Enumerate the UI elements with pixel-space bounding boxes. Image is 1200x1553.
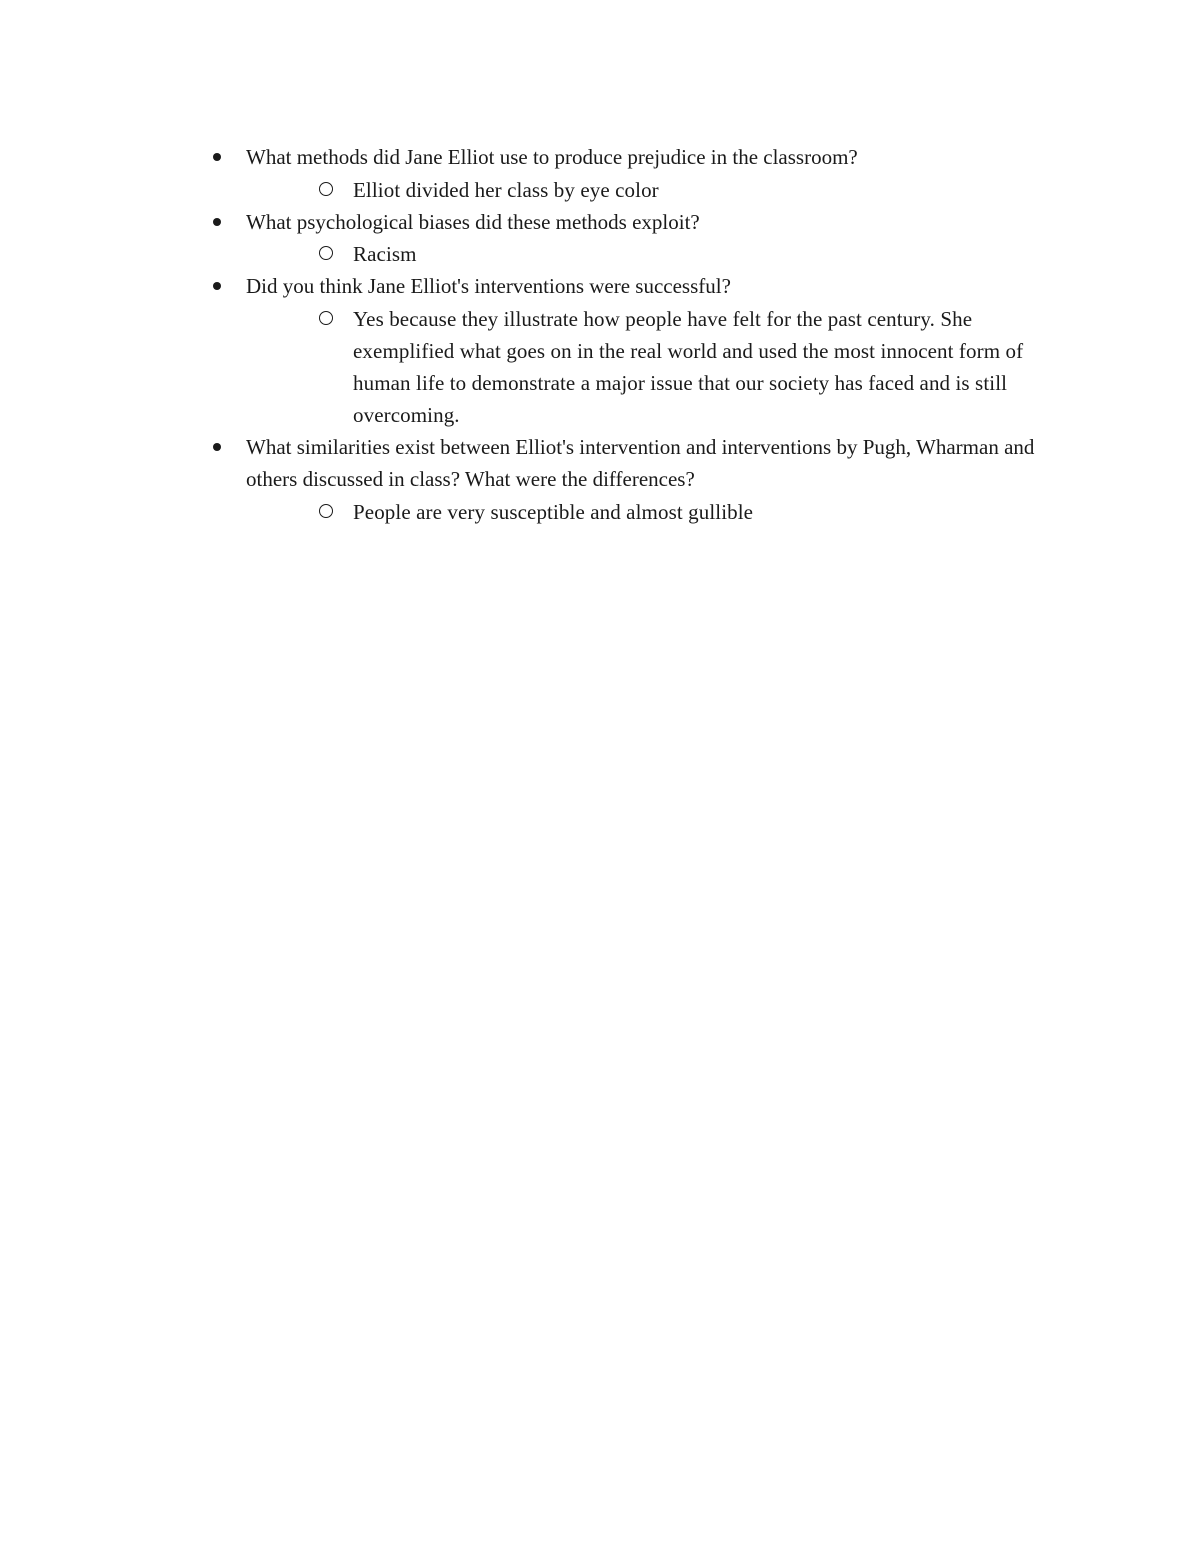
question-text: What psychological biases did these methods exploit? bbox=[246, 209, 700, 234]
hollow-bullet-icon bbox=[319, 182, 333, 196]
answer-item bbox=[353, 238, 1066, 270]
answer-text: Yes because they illustrate how people have felt for the past century. She exemplified what goes on in the real world and used the most innocent form of human life to demonstrate a major issue that our society has faced and is still overcoming. bbox=[353, 306, 1024, 427]
answer-list bbox=[246, 496, 1066, 528]
question-item bbox=[246, 206, 1066, 271]
question-text: Did you think Jane Elliot's interventions were successful? bbox=[246, 274, 731, 298]
answer-text: Racism bbox=[353, 242, 417, 266]
question-item bbox=[246, 431, 1066, 528]
answer-item bbox=[353, 174, 1066, 206]
hollow-bullet-icon bbox=[319, 246, 333, 260]
filled-bullet-icon bbox=[213, 218, 221, 226]
answer-item bbox=[353, 496, 1066, 528]
answer-list bbox=[246, 174, 1066, 206]
answer-text: Elliot divided her class by eye color bbox=[353, 177, 659, 202]
answer-item bbox=[353, 303, 1066, 431]
question-text: What methods did Jane Elliot use to produce prejudice in the classroom? bbox=[246, 145, 858, 169]
hollow-bullet-icon bbox=[319, 311, 333, 325]
hollow-bullet-icon bbox=[319, 504, 333, 518]
question-list bbox=[246, 141, 1066, 528]
question-item bbox=[246, 270, 1066, 431]
filled-bullet-icon bbox=[213, 282, 221, 290]
question-text: What similarities exist between Elliot's intervention and interventions by Pugh, Wharman and others discussed in class? What were the differences? bbox=[246, 434, 1035, 491]
answer-list bbox=[246, 238, 1066, 270]
filled-bullet-icon bbox=[213, 443, 221, 451]
question-item bbox=[246, 141, 1066, 206]
filled-bullet-icon bbox=[213, 153, 221, 161]
answer-text: People are very susceptible and almost gullible bbox=[353, 499, 754, 524]
answer-list bbox=[246, 303, 1066, 431]
